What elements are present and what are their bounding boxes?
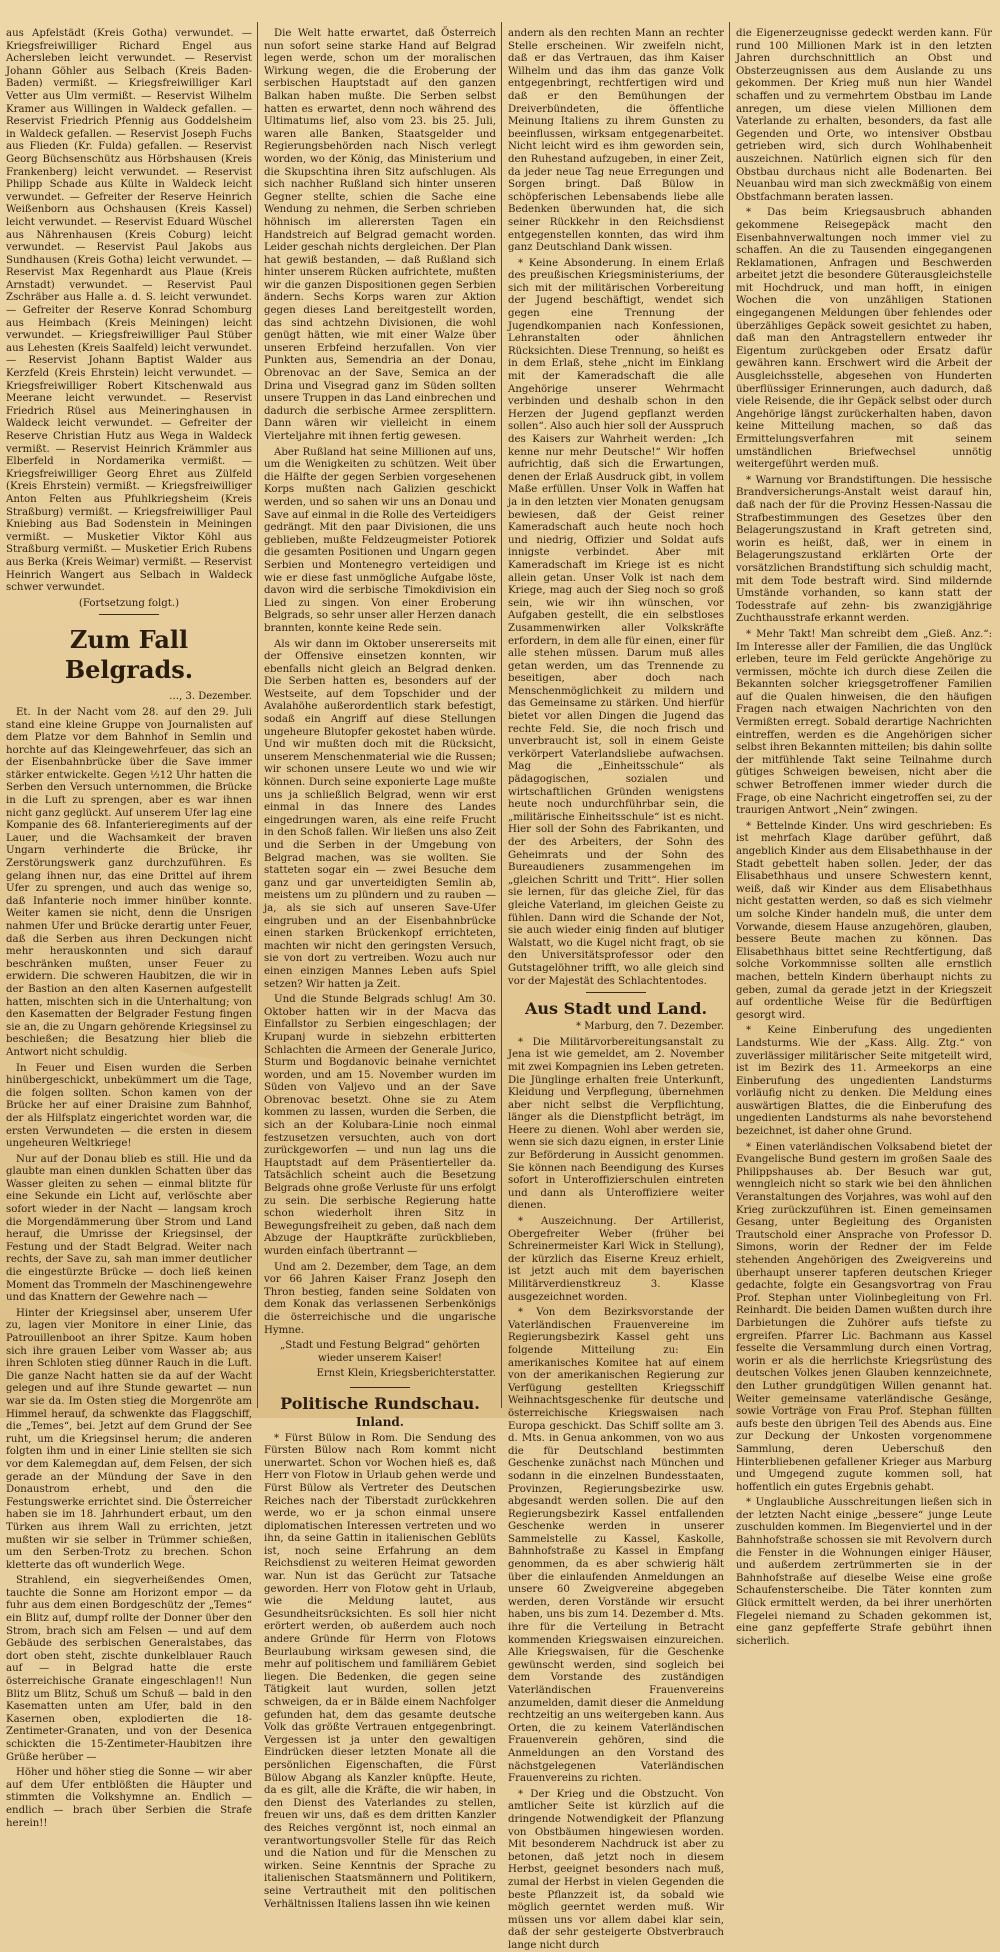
article-paragraph: Und am 2. Dezember, dem Tage, an dem vor 66 Jahren Kaiser Franz Joseph den Thron bestieg, fanden seine Soldaten von dem Konak das verlassenen Serbenkönigs die österreichische und die ungarische Hymne. xyxy=(264,1261,496,1336)
headline-fall-belgrads: Zum Fall Belgrads. xyxy=(64,625,194,685)
column-3 xyxy=(508,28,724,1951)
article-paragraph: * Keine Absonderung. In einem Erlaß des preußischen Kriegsministeriums, der sich mit der militärischen Vorbereitung der Jugend beschäftigt, wendet sich gegen eine Trennung der Jugendkompanien nach Konfessionen, Lehranstalten oder ähnlichen Rücksichten. Diese Trennung, so heißt es in dem Erlaß, stehe „nicht im Einklang mit der Kameradschaft die alle Angehörige unserer Wehrmacht verbinden und deshalb schon in den Herzen der Jugend gepflanzt werden sollen“. Also auch hier soll der Ausspruch des Kaisers zur Wahrheit werden: „Ich kenne nur mehr Deutsche!“ Wir hoffen aufrichtig, daß sich die Erwartungen, denen der Erlaß Ausdruck gibt, in vollem Maße erfüllen. Unser Volk in Waffen hat ja in den letzten vier Monaten genugsam bewiesen, daß der Geist reiner Kameradschaft auch heute noch hoch und niedrig, Offizier und Soldat aufs innigste verbindet. Aber mit Kameradschaft im Kriege ist es nicht allein getan. Unser Volk ist nach dem Kriege, mag auch der Sieg noch so groß sein, wie wir ihn wünschen, vor Aufgaben gestellt, die ein selbstloses Zusammenwirken aller Volkskräfte erfordern, in dem alle für einen, einer für alle stehen müssen. Darum muß alles getan werden, um das Trennende zu beseitigen, aber doch nach Menschenmöglichkeit zu mildern und das Gemeinsame zu stärken. Und hierfür bietet vor allen Dingen die Jugend das rechte Feld. Sie, die noch frisch und unverbraucht ist, soll in einem Geiste verkörpert Vaterlandsliebe aufwachsen. Mag die „Einheitsschule“ als pädagogischen, sozialen und wirtschaftlichen Gründen wenigstens heute noch undurchführbar sein, die „militärische Einheitsschule“ ist es nicht. Hier soll der Sohn des Fabrikanten, und der des Arbeiters, der Sohn des Geheimrats und der Sohn des Bureaudieners zusammengehen im „gleichen Schritt und Tritt“. Hier sollen sie lernen, für das gleiche Ziel, für das gleiche Vaterland, im gleichen Geiste zu fühlen. Dann wird die Schande der Not, sie auch wieder einig finden auf blutiger Walstatt, wo die Kugel nicht fragt, ob sie den Universitätsprofessor oder den Gutstagelöhner trifft, wo alle gleich sind vor der Majestät des Schlachtentodes. xyxy=(508,257,724,987)
subheading-inland: Inland. xyxy=(356,1414,404,1429)
article-paragraph: Die Welt hatte erwartet, daß Österreich nun sofort seine starke Hand auf Belgrad legen werde, schon um der moralischen Wirkung wegen, die die Eroberung der serbischen Hauptstadt auf den ganzen Balkan haben mußte. Die Serben selbst hatten es erwartet, denn noch während des Ultimatums lief, also vom 23. bis 25. Juli, waren alle Banken, Staatsgelder und Regierungsbehörden nach Nisch verlegt worden, wo der König, das Ministerium und die Skupschtina ihren Sitz aufschlugen. Als sich nachher Rußland sich hinter unseren Gegner stellte, schien die Sache eine Wendung zu nehmen, die Serben schrieben höhnisch im allerersten Tagen ein Handstreich auf Belgrad gemacht worden. Leider geschah nichts dergleichen. Der Plan hat gewiß bestanden, — daß Rußland sich hinter unserem Rücken aufrichtete, mußten wir die ganzen Dispositionen gegen Serbien ändern. Sechs Korps waren zur Aktion gegen dieses Land bereitgestellt worden, das sind achtzehn Divisionen, die wohl genügt hätten, wie mit einer Walze über unseren Erbfeind herzufallen. Von vier Punkten aus, Semendria an der Donau, Obrenovac an der Save, Semica an der Drina und Visegrad ganz im Süden sollten unsere Truppen in das Land einbrechen und dadurch die serbische Armee zersplittern. Dann wären wir vielleicht in einem Vierteljahre mit ihnen fertig gewesen. xyxy=(264,28,496,442)
article-paragraph: * Das beim Kriegsausbruch abhanden gekommene Reisegepäck macht den Eisenbahnverwaltungen noch immer viel zu schaffen. An die zu Tausenden eingegangenen Reklamationen, Anfragen und Beschwerden arbeitet jetzt die besondere Güterausgleichstelle mit Hochdruck, und man hofft, in einigen Wochen die von unzähligen Stationen eingegangenen Meldungen über fehlendes oder überzähliges Gepäck soweit gesichtet zu haben, daß man den Antragstellern entweder ihr Eigentum zurückgeben oder Ersatz dafür gewähren kann. Erschwert wird die Arbeit der Ausgleichsstelle, abgesehen von Hunderten überflüssiger Erinnerungen, auch dadurch, daß viele Reisende, die ihr Gepäck selbst oder durch Angehörige längst zurückerhalten haben, davon keine Mitteilung machen, so daß das Ermittelungsverfahren mit seinem umständlichen Briefwechsel unnötig weitergeführt werden muß. xyxy=(736,207,992,471)
article-paragraph: Und die Stunde Belgrads schlug! Am 30. Oktober hatten wir in der Macva das Einfallstor zu Serbien eingeschlagen; der Krupanj wurde in siebzehn erbitterten Schlachten die Armeen der Generale Jurico, Sturm und Bogdanovic beinahe vernichtet worden, und am 15. November wurden im Süden von Valjevo und an der Save Obrenovac besetzt. Ohne sie zu Atem kommen zu lassen, wurden die Serben, die sich an der Kolubara-Linie noch einmal festzusetzen versuchten, auch von dort zurückgeworfen — und nun lag uns die Hauptstadt auf dem Präsentierteller da. Tatsächlich scheint auch die Besetzung Belgrads ohne große Verluste für uns erfolgt zu sein. Die serbische Regierung hatte schon wiederholt ihren Sitz in Bewegungsfreiheit zu geben, daß nach dem Abzuge der Hauptkräfte zurückblieben, wurden einfach übertrannt — xyxy=(264,994,496,1257)
article-paragraph: andern als den rechten Mann an rechter Stelle erscheinen. Wir zweifeln nicht, daß er das Vertrauen, das ihm Kaiser Wilhelm und das ihm das ganze Volk entgegenbringt, rechtfertigen wird und daß er den Bemühungen der Dreiverbündeten, die öffentliche Meinung Italiens zu ihrem Gunsten zu beeinflussen, wirksam entgegenarbeitet. Nicht leicht wird es ihm geworden sein, den Ruhestand aufzugeben, in einer Zeit, da jeder neue Tag neue Erregungen und Sorgen bringt. Daß Bülow in schöpferischen Lebensabends liebe alle Bedenken überwunden hat, die sich seiner Rückkehr in den Reichsdienst entgegenstellen konnten, das wird ihm ganz Deutschland Dank wissen. xyxy=(508,28,724,254)
article-paragraph: * Warnung vor Brandstiftungen. Die hessische Brandversicherungs-Anstalt weist darauf hin, daß nach der für die Provinz Hessen-Nassau die Strafbestimmungen des Gesetzes über den Belagerungszustand in Kraft getreten sind, worin es heißt, daß, wer in einem in Belagerungszustand erklärten Orte der vorsätzlichen Brandstiftung sich schuldig macht, mit dem Tode bestraft wird. Sind mildernde Umstände vorhanden, so kann statt der Todesstrafe auf zehn- bis zwanzigjährige Zuchthausstrafe erkannt werden. xyxy=(736,474,992,625)
article-paragraph: * Unglaubliche Ausschreitungen ließen sich in der letzten Nacht einige „bessere“ junge Leute zuschulden kommen. Im Biegenviertel und in der Bahnhofstraße schossen sie mit Revolvern durch die Fenster in die Wohnungen einiger Häuser, und außerdem zertrümmerten sie in der Bahnhofstraße auf dieselbe Weise eine große Schaufensterscheibe. Die Täter konnten zum Glück ermittelt werden, da bei ihrer unerhörten Flegelei niemand zu Schaden gekommen ist, eine ganz gepfefferte Strafe gebührt ihnen sicherlich. xyxy=(736,1497,992,1647)
article-paragraph: * Bettelnde Kinder. Uns wird geschrieben: Es ist mehrfach Klage darüber geführt, daß angeblich Kinder aus dem Elisabethhause in der Stadt gebettelt haben sollen. Jeder, der das Elisabethhaus und unsere Schwestern kennt, weiß, daß wir Kinder aus dem Elisabethhaus nicht gestatten werden, so daß es sich vielmehr um solche Kinder handeln muß, die unter dem Vorwande, diesem Hause anzugehören, glauben, bessere Beute machen zu können. Das Elisabethhaus bittet seine Rechtfertigung, daß solche Vorkommnisse sollten alle ernstlich machen, betteln Kindern überhaupt nichts zu geben, zumal da gerade jetzt in der Kriegszeit auf ordentliche Weise für die Bedürftigen gesorgt wird. xyxy=(736,820,992,1021)
article-paragraph: In Feuer und Eisen wurden die Serben hinübergeschickt, unbekümmert um die Tage, die folgen sollten. Schon kamen von der Brücke her auf einer Draisine zum Bahnhof, der als Hilfsplatz eingerichtet worden war, die ersten Verwundeten — die ersten in diesem ungeheuren Weltkriege! xyxy=(6,1062,252,1150)
dateline: * Marburg, den 7. Dezember. xyxy=(576,1021,724,1033)
dateline: …, 3. Dezember. xyxy=(169,691,252,703)
article-paragraph: * Der Krieg und die Obstzucht. Von amtlicher Seite ist kürzlich auf die dringende Notwendigkeit der Pflanzung von Obstbäumen hingewiesen worden. Mit besonderem Nachdruck ist aber zu betonen, daß jetzt noch in diesem Herbst, geeignet besonders nach muß, zumal der Herbst in vielen Gegenden die beste Pflanzzeit ist, da sobald wie möglich geerntet werden muß. Wir müssen uns vor allem dabei klar sein, daß der sehr gesteigerte Obstverbrauch lange nicht durch xyxy=(508,1788,724,1951)
casualty-list: aus Apfelstädt (Kreis Gotha) verwundet. — Kriegsfreiwilliger Richard Engel aus Achersleben leicht verwundet. — Reservist Johann Göhler aus Selbach (Kreis Baden-Baden) vermißt. — Kriegsfreiwilliger Karl Vetter aus Ulm vermißt. — Reservist Wilhelm Kramer aus Willingen in Waldeck gefallen. — Reservist Friedrich Pfennig aus Goddelsheim in Waldeck gefallen. — Reservist Joseph Fuchs aus Flieden (Kr. Fulda) gefallen. — Reservist Georg Büchsenschütz aus Hörbshausen (Kreis Frankenberg) leicht verwundet. — Reservist Philipp Schade aus Külte in Waldeck leicht verwundet. — Gefreiter der Reserve Heinrich Weißenborn aus Ochshausen (Kreis Kassel) leicht verwundet. — Reservist Eduard Wüschel aus Nährenhausen (Kreis Coburg) leicht verwundet. — Reservist Paul Jakobs aus Sundhausen (Kreis Gotha) leicht verwundet. — Reservist Max Regenhardt aus Plaue (Kreis Arnstadt) verwundet. — Reservist Paul Zschräber aus Halle a. d. S. leicht verwundet. — Gefreiter der Reserve Konrad Schomburg aus Heimbach (Kreis Meiningen) leicht verwundet. — Kriegsfreiwilliger Paul Stüber aus Lehesten (Kreis Saalfeld) leicht verwundet. — Reservist Johann Baptist Walder aus Kerzfeld (Kreis Ehrstein) leicht verwundet. — Kriegsfreiwilliger Robert Kitschenwald aus Meerane leicht verwundet. — Reservist Friedrich Rüsel aus Meineringhausen in Waldeck leicht verwundet. — Gefreiter der Reserve Christian Hutz aus Wega in Waldeck vermißt. — Reservist Heinrich Krämmler aus Elberfeld in Nordamerika vermißt. — Kriegsfreiwilliger Georg Ehret aus Zülfeld (Kreis Ehrstein) vermißt. — Kriegsfreiwilliger Anton Felten aus Pfuhlkriegsheim (Kreis Straßburg) vermißt. — Kriegsfreiwilliger Paul Kniebing aus Bad Sodenstein in Meiningen vermißt. — Musketier Viktor Köhl aus Straßburg vermißt. — Musketier Erich Rubens aus Berka (Kreis Weimar) vermißt. — Reservist Heinrich Wangert aus Selbach in Waldeck schwer verwundet. xyxy=(6,28,252,594)
column-rule xyxy=(257,22,258,1408)
headline-aus-stadt-und-land: Aus Stadt und Land. xyxy=(524,999,708,1019)
article-paragraph: die Eigenerzeugnisse gedeckt werden kann. Für rund 100 Millionen Mark ist in den letzten Jahren durchschnittlich an Obst und Obsterzeugnissen aus dem Auslande zu uns gekommen. Der Krieg muß nun hier Wandel schaffen und zu vermehrtem Obstbau im Lande anregen, um diese vielen Millionen dem Vaterlande zu erhalten, besonders, da fast alle Gegenden und Orte, wo intensiver Obstbau getrieben wird, sich durch Wohlhabenheit auszeichnen. Natürlich eignen sich für den Obstbau durchaus nicht alle Bodenarten. Bei Neuanbau wird man sich zweckmäßig von einem Obstfachmann beraten lassen. xyxy=(736,28,992,203)
separator xyxy=(99,614,159,615)
article-paragraph: Et. In der Nacht vom 28. auf den 29. Juli stand eine kleine Gruppe von Journalisten auf dem Platze vor dem Bahnhof in Semlin und horchte auf das Kleingewehrfeuer, das sich an der Eisenbahnbrücke über die Save immer stärker entwickelte. Gegen ½12 Uhr hatten die Serben den Versuch unternommen, die Brücke in die Luft zu sprengen, aber es war ihnen nicht ganz geglückt. Auf unserem Ufer lag eine Kompanie des 68. Infanterieregiments auf der Lauer, und die Wachsamkeit der braven Ungarn verhinderte die Brücke, ihr Zerstörungswerk ganz durchzuführen. Es gelang ihnen nur, das eine Drittel auf ihrem Ufer zu sprengen, und auch das wenige so, daß Infanterie noch immer hinüber konnte. Weiter kamen sie nicht, denn die Unsrigen nahmen Ufer und Brücke derartig unter Feuer, daß die Serben aus ihren Deckungen nicht mehr herauskonnten und sich darauf beschränken mußten, unser Feuer zu erwidern. Die schweren Haubitzen, die wir in der Bastion an den alten Kasernen aufgestellt hatten, mischten sich in die Unterhaltung; von den Kasematten der Belgrader Festung fingen sie an, die zu Ungarn gehörende Kriegsinsel zu beschießen; die Besatzung hier blieb die Antwort nicht schuldig. xyxy=(6,706,252,1058)
article-paragraph: * Mehr Takt! Man schreibt dem „Gieß. Anz.“: Im Interesse aller der Familien, die das Unglück erleben, teure im Feld gerückte Angehörige zu vermissen, möchte ich durch diese Zeilen die Bekannten solcher kriegsgetroffener Familien auf die Qualen hinweisen, die den häufigen Fragen nach etwaigen Nachrichten von den Vermißten erregt. Sobald derartige Nachrichten eintreffen, werden es die Angehörigen sicher selbst ihren Bekannten mitteilen; bis dahin sollte der mitfühlende Takt seine Teilnahme durch gütiges Schweigen beweisen, nicht aber die schwer Betroffenen immer wieder durch die Frage, ob eine Nachricht eingetroffen sei, zu der traurigen Antwort „Nein“ zwingen. xyxy=(736,628,992,817)
byline: Ernst Klein, Kriegsberichterstatter. xyxy=(316,1368,496,1380)
article-paragraph: * Fürst Bülow in Rom. Die Sendung des Fürsten Bülow nach Rom kommt nicht unerwartet. Schon vor Wochen hieß es, daß Herr von Flotow in Urlaub gehen werde und Fürst Bülow als Vertreter des Deutschen Reiches nach der Tiberstadt zurückkehren werde, wo er ja schon einmal unsere diplomatischen Interessen vertreten und wo ihn, da seine Gattin in italienischen Geblüts ist, noch seine Erfahrung an dem Reichsdienst zu weiteren Heimat geworden war. Nun ist das Gerücht zur Tatsache geworden. Herr von Flotow geht in Urlaub, wie die Meldung lautet, aus Gesundheitsrücksichten. Es soll hier nicht erörtert werden, ob außerdem auch noch andere Gründe für Herrn von Flotows Beurlaubung wirksam gewesen sind, die mehr auf politischem und familiärem Gebiet liegen. Die Bedenken, die gegen seine Tätigkeit laut wurden, sollen jetzt schweigen, da er in Bälde einem Nachfolger gefunden hat, dem das gesamte deutsche Volk das größte Vertrauen entgegenbringt. Vergessen ist ja unter den gewaltigen Eindrücken dieser letzten Monate all die persönlichen Eigenschaften, die Fürst Bülow Abgang als Kanzler knüpfte. Heute, da es gilt, alle die Kräfte, die wir haben, in den Dienst des Vaterlandes zu stellen, freuen wir uns, daß es dem dritten Kanzler des Reiches vergönnt ist, noch einmal an verantwortungsvoller Stelle für das Reich und die Nation und für die Menschen zu wirken. Seine Kenntnis der Sprache zu italienischen Staatsmännern und Politikern, seine Vertrautheit mit den politischen Verhältnissen Italiens lassen ihn wie keinen xyxy=(264,1432,496,1910)
article-paragraph: Hinter der Kriegsinsel aber, unserem Ufer zu, lagen vier Monitore in einer Linie, das Patrouillenboot an ihrer Spitze. Kaum hoben sich ihre grauen Leiber vom Wasser ab; aus ihren Schloten stieg dünner Rauch in die Luft. Die ganze Nacht hatten sie da auf der Wacht gelegen und auf ihre Stunde gewartet — nun war sie da. Im Osten stieg die Morgenröte am Himmel herauf, da schwenkte das Flaggschiff, die „Temes“, bei. Jetzt auf dem Grund der See ruht, um die Kriegsinsel herum; die anderen folgten ihm und in einer Linie stellten sie sich vor dem Kalemegdan auf, dem Felsen, der sich gerade an der Mündung der Save in den Donaustrom erhebt, und den die Festungswerke errichtet sind. Die Österreicher haben sie im 18. Jahrhundert erbaut, um den Türken aus ihrem Wall zu errichten, jetzt mußten wir sie selber in Trümmer schießen, um den Serben-Trotz zu brechen. Schon kletterte das oft wunderlich Wege. xyxy=(6,1307,252,1571)
article-paragraph: Aber Rußland hat seine Millionen auf uns, um die Wenigkeiten zu schützen. Weit über die Hälfte der gegen Serbien vorgesehenen Korps mußten nach Galizien geschickt werden, und so sahen wir uns an Donau und Save auf einmal in die Rolle des Verteidigers gedrängt. Mit den paar Divisionen, die uns geblieben, mußte Feldzeugmeister Potiorek die gesamten Positionen und Ungarn gegen Serbien und Montenegro verteidigen und wie er diese fast unmögliche Aufgabe löste, davon wird die serbische Timokdivision ein Lied zu singen. Von einer Eroberung Belgrads, so sehr unser aller Herzen danach brannten, konnte keine Rede sein. xyxy=(264,446,496,634)
article-paragraph: * Auszeichnung. Der Artillerist, Obergefreiter Weber (früher bei Schreinermeister Karl Wick in Stellung), der kürzlich das Eiserne Kreuz erhielt, ist jetzt auch mit dem bayerischen Militärverdienstkreuz 3. Klasse ausgezeichnet worden. xyxy=(508,1216,724,1303)
article-paragraph: * Von dem Bezirksvorstande der Vaterländischen Frauenvereine im Regierungsbezirk Kassel geht uns folgende Mitteilung zu: Ein amerikanisches Komitee hat auf einem von der amerikanischen Regierung zur Verfügung gestellten Kriegsschiff Weihnachtsgeschenke für deutsche und österreichische Kriegswaisen nach Europa geschickt. Das Schiff sollte am 3. d. Mts. in Genua ankommen, von wo aus die für Deutschland bestimmten Geschenke zunächst nach München und sodann in die einzelnen Bundesstaaten, Provinzen, Regierungsbezirke usw. abgesandt werden sollen. Die auf den Regierungsbezirk Kassel entfallenden Geschenke werden in unserer Sammelstelle zu Kassel, Kaskolle, Bahnhofstraße zu Kassel in Empfang genommen, da es aber schwierig hält über die einlaufenden Anmeldungen an unsere 60 Zweigvereine abgegeben werden, deren Vorstände wir ersucht haben, uns bis zum 14. Dezember d. Mts. ihre für die Verteilung in Betracht kommenden Kriegswaisen einzureichen. Alle Kriegswaisen, für die Geschenke gewünscht werden, sind sogleich bei dem Vorstande des zuständigen Vaterländischen Frauenvereins anzumelden, damit dieser die Anmeldung rechtzeitig an uns weitergeben kann. Aus Orten, die zu keinem Vaterländischen Frauenverein gehören, sind die Anmeldungen an den Vorstand des nächstgelegenen Vaterländischen Frauenvereins zu richten. xyxy=(508,1307,724,1785)
headline-politische-rundschau: Politische Rundschau. xyxy=(280,1393,480,1413)
article-paragraph: Nur auf der Donau blieb es still. Hie und da glaubte man einen dunklen Schatten über das Wasser gleiten zu sehen — einmal blitzte für eine Sekunde ein Licht auf, verlöschte aber sofort wieder in der Nacht — langsam kroch die Morgendämmerung über Strom und Land herauf, die Umrisse der Kriegsinsel, der Festung und der Stadt Belgrad. Weiter nach rechts, der Save zu, sah man immer deutlicher die eingestürzte Brücke — doch ließ keinen Moment das Trommeln der Maschinengewehre und das Knattern der Gewehre nach — xyxy=(6,1153,252,1304)
article-paragraph: Strahlend, ein siegverheißendes Omen, tauchte die Sonne am Horizont empor — da fuhr aus dem einen Bordgeschütz der „Temes“ ein Blitz auf, dumpf rollte der Donner über den Strom, brach sich am Felsen — und auf dem Gebäude des serbischen Generalstabes, das dort oben steht, zischte dunkelblauer Rauch auf — in Belgrad hatte die erste österreichische Granate eingeschlagen!! Nun Blitz um Blitz, Schuß um Schuß — bald in den Kasematten unten am Ufer, bald in den Kasernen oben, explodierten die 18-Zentimeter-Granaten, und von der Desenica schickten die 15-Zentimeter-Haubitzen ihre Grüße herüber — xyxy=(6,1575,252,1763)
article-paragraph: Höher und höher stieg die Sonne — wir aber auf dem Ufer entblößten die Häupter und stimmten die Volkshymne an. Endlich — endlich — brach über Serbien die Strafe herein!! xyxy=(6,1767,252,1829)
separator xyxy=(586,992,646,993)
column-1 xyxy=(6,28,252,1829)
article-quote: „Stadt und Festung Belgrad“ gehörten wieder unserem Kaiser! xyxy=(280,1340,480,1364)
column-rule xyxy=(501,22,502,1408)
continuation-note: (Fortsetzung folgt.) xyxy=(78,597,180,609)
column-4 xyxy=(736,28,992,1647)
article-paragraph: * Einen vaterländischen Volksabend bietet der Evangelische Bund gestern im großen Saale des Philippshauses ab. Der Besuch war gut, wenngleich nicht so stark wie bei den ähnlichen Veranstaltungen des Vorjahres, was wohl auf den Krieg zurückzuführen ist. Einen gemeinsamen Gesang, unter Begleitung des Organisten Trautschold einer Ansprache von Professor D. Simons, worin der Redner der im Felde stehenden Angehörigen des Zweigvereins und überhaupt unserer tapferen deutschen Krieger gedachte, folgte ein Gesangsvortrag von Frau Prof. Stephan unter Violinbegleitung von Frl. Reinhardt. Die beiden Damen wußten durch ihre Darbietungen die Zuhörer aufs tiefste zu ergreifen. Pfarrer Lic. Bachmann aus Kassel fesselte die Versammlung durch einen Vortrag, worin er als die herrlichste Kriegsrüstung des deutschen Volkes jenen Glauben kennzeichnete, den Luther grundgütigen Willen genannt hat. Weiter gemeinsame vaterländische Gesänge, sowie Vorträge von Frau Prof. Stephan füllten aufs beste den übrigen Teil des Abends aus. Eine zur Deckung der Unkosten vorgenommene Sammlung, deren Ueberschuß den Hinterbliebenen gefallener Krieger aus Marburg und Umgegend zugute kommen soll, hat hoffentlich ein gutes Ergebnis gehabt. xyxy=(736,1141,992,1493)
article-paragraph: * Keine Einberufung des ungedienten Landsturms. Wie der „Kass. Allg. Ztg.“ von zuverlässiger militärischer Seite mitgeteilt wird, ist im Bezirk des 11. Armeekorps an eine Einberufung des ungedienten Landsturms vorläufig nicht zu denken. Die Meldung eines auswärtigen Blattes, die die Einberufung des ungedienten Landsturms als nahe bevorstehend bezeichnet, ist daher ohne Grund. xyxy=(736,1025,992,1138)
column-rule xyxy=(729,22,730,1408)
article-paragraph: * Die Militärvorbereitungsanstalt zu Jena ist wie gemeldet, am 2. November mit zwei Kompagnien ins Leben getreten. Die Jünglinge erhalten freie Unterkunft, Kleidung und Verpflegung, übernehmen aber nicht selbst die Verpflichtung, länger als die Dienstpflicht beträgt, im Heere zu dienen. Wohl aber werden sie, wenn sie sich dazu eignen, in erster Linie zur Beförderung in Aussicht genommen. Sie können nach Beendigung des Kurses sofort in Unteroffizierschulen eintreten und dann als Unteroffiziere weiter dienen. xyxy=(508,1036,724,1212)
separator xyxy=(350,1387,410,1388)
article-paragraph: Als wir dann im Oktober unsererseits mit der Offensive einsetzen konnten, wir ebenfalls nicht gleich an Belgrad denken. Die Serben hatten es, besonders auf der Westseite, auf dem Topschider und der Avalahöhe außerordentlich stark befestigt, sodaß ein Angriff auf diese Stellungen ungeheure Blutopfer gekostet haben würde. Und wir mußten doch mit die Rücksicht, unserem Menschenmaterial wie die Russen; wir schonen unsere Leute wo und wie wir können. Durch seine exponierte Lage mußte uns ja schließlich Belgrad, wenn wir erst einmal in das Innere des Landes eingedrungen waren, als eine reife Frucht in den Schoß fallen. Wir ließen uns also Zeit und die Serben in der Umgebung von Belgrad machen, was sie wollten. Sie statteten sogar ein — zwei Besuche dem ganz und gar unverteidigten Semlin ab, meistens um zu plündern und zu rauben — ja, als sie sich auf unseren Save-Ufer eingruben und an der Eisenbahnbrücke einen starken Brückenkopf errichteten, machten wir nicht den geringsten Versuch, sie von dort zu vertreiben. Wozu auch nur einen einzigen Mannes Leben aufs Spiel setzen? Wir hatten ja Zeit. xyxy=(264,638,496,990)
column-2 xyxy=(264,28,496,1910)
